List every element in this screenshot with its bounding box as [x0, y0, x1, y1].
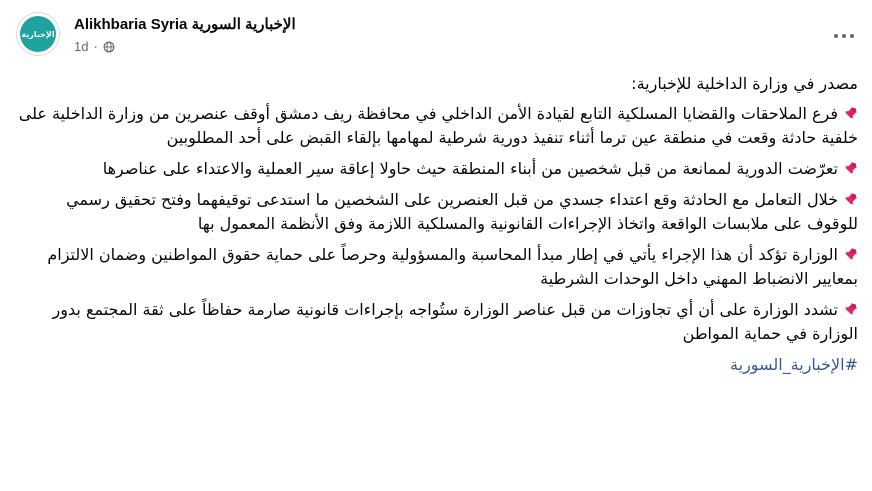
- page-name[interactable]: Alikhbaria Syria الإخبارية السورية: [74, 16, 296, 33]
- avatar-logo: [20, 16, 56, 52]
- post-paragraph-text: الوزارة تؤكد أن هذا الإجراء يأتي في إطار مبدأ المحاسبة والمسؤولية وحرصاً على حماية حقوق المواطنين وضمان الالتزام بمعايير الانضباط المهني داخل الوحدات الشرطية: [47, 245, 858, 288]
- post-meta: [74, 15, 296, 54]
- more-options-icon: [834, 34, 838, 38]
- post-paragraph-text: فرع الملاحقات والقضايا المسلكية التابع لقيادة الأمن الداخلي في محافظة ريف دمشق أوقف عنصرين من وزارة الداخلية على خلفية حادثة وقعت في منطقة عين ترما أثناء تنفيذ دورية شرطية لمهامها بإلقاء القبض على أحد المطلوبين: [18, 104, 858, 147]
- globe-icon[interactable]: [103, 41, 115, 53]
- meta-separator: ·: [93, 39, 98, 54]
- pushpin-icon: [844, 106, 858, 120]
- post-paragraph: [16, 188, 858, 236]
- post-header: [16, 12, 296, 56]
- post-paragraph-text: تشدد الوزارة على أن أي تجاوزات من قبل عناصر الوزارة ستُواجه بإجراءات قانونية صارمة حفاظاً على ثقة المجتمع بدور الوزارة في حماية المواطن: [52, 300, 858, 343]
- pushpin-icon: [844, 161, 858, 175]
- post-paragraph: [16, 102, 858, 150]
- post-body: [16, 72, 858, 377]
- pushpin-icon: [844, 192, 858, 206]
- avatar-logo-text: الإخبارية: [21, 29, 55, 39]
- avatar[interactable]: [16, 12, 60, 56]
- more-options-dot: [850, 34, 854, 38]
- more-options-dot: [842, 34, 846, 38]
- pushpin-icon: [844, 302, 858, 316]
- post-paragraph: [16, 157, 858, 181]
- post-paragraph-text: خلال التعامل مع الحادثة وقع اعتداء جسدي من قبل العنصرين على الشخصين ما استدعى توقيفهما وفتح تحقيق رسمي للوقوف على ملابسات الواقعة واتخاذ الإجراءات القانونية والمسلكية اللازمة وفق الأنظمة المعمول بها: [66, 190, 858, 233]
- hashtag-link[interactable]: #الإخبارية_السورية: [730, 355, 858, 374]
- post-intro: مصدر في وزارة الداخلية للإخبارية:: [631, 74, 858, 93]
- pushpin-icon: [844, 247, 858, 261]
- post-timestamp[interactable]: 1d: [74, 39, 89, 54]
- more-options-button[interactable]: [826, 22, 862, 50]
- post-paragraph: [16, 243, 858, 291]
- post-subline: [74, 39, 296, 54]
- post-paragraph-text: تعرّضت الدورية لممانعة من قبل شخصين من أبناء المنطقة حيث حاولا إعاقة سير العملية والاعتداء على عناصرها: [102, 159, 838, 178]
- post-paragraph: [16, 298, 858, 346]
